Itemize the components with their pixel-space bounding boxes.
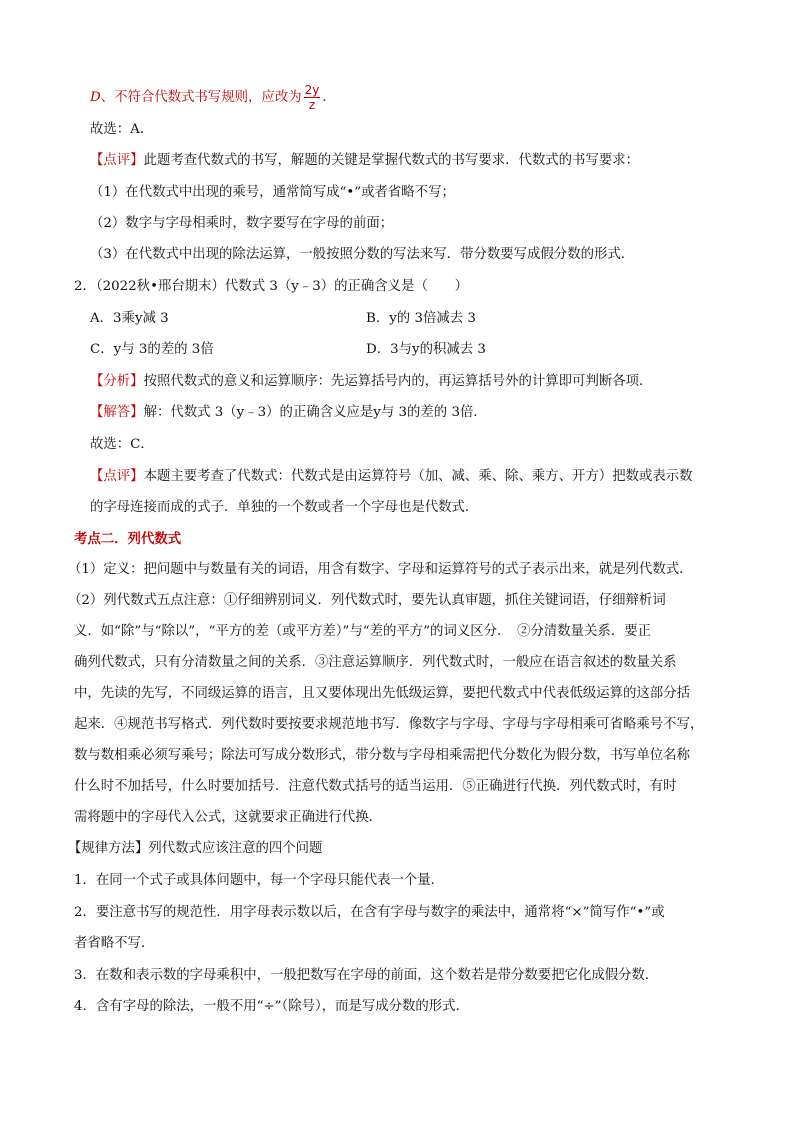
section-line-3: 义．如“除”与“除以”，“平方的差（或平方差）”与“差的平方”的词义区分． ②分清数量关系．要正 bbox=[74, 624, 651, 639]
comment-text: 此题考查代数式的书写，解题的关键是掌握代数式的书写要求．代数式的书写要求： bbox=[143, 153, 640, 168]
section-line-1: （1）定义：把问题中与数量有关的词语，用含有数字、字母和运算符号的式子表示出来，就是列代数式． bbox=[68, 562, 693, 577]
q2-stem: 2．（2022秋•邢台期末）代数式 3（y﹣3）的正确含义是（ ） bbox=[74, 279, 469, 294]
q1-answer: 故选：A． bbox=[90, 122, 154, 137]
analysis-text: 按照代数式的意义和运算顺序：先运算括号内的，再运算括号外的计算即可判断各项． bbox=[143, 374, 653, 389]
option-d-end: ． bbox=[322, 90, 336, 105]
section-line-6: 起来．④规范书写格式．列代数时要按要求规范地书写．像数字与字母、字母与字母相乘可省略乘号不写， bbox=[74, 717, 704, 732]
option-d-text: 、不符合代数式书写规则，应改为 bbox=[100, 90, 302, 105]
section-line-4: 确列代数式，只有分清数量之间的关系．③注意运算顺序．列代数式时，一般应在语言叙述的数量关系 bbox=[74, 655, 677, 670]
q2-option-c: C．y与 3的差的 3倍 bbox=[90, 342, 214, 357]
section-line-7: 数与数相乘必须写乘号；除法可写成分数形式，带分数与字母相乘需把代分数化为假分数，书写单位名称 bbox=[74, 748, 690, 763]
section-line-8: 什么时不加括号，什么时要加括号．注意代数式括号的适当运用．⑤正确进行代换．列代数式时，有时 bbox=[74, 779, 677, 794]
section-title: 考点二．列代数式 bbox=[74, 531, 182, 547]
fraction-2y-over-z bbox=[304, 84, 321, 111]
q1-comment bbox=[90, 153, 639, 169]
q2-answer: 故选：C． bbox=[90, 437, 154, 452]
analysis-tag: 【分析】 bbox=[90, 374, 144, 389]
rule-3: （3）在代数式中出现的除法运算，一般按照分数的写法来写．带分数要写成假分数的形式． bbox=[90, 247, 635, 262]
q2-analysis bbox=[90, 374, 652, 390]
method-line-5: 4．含有字母的除法，一般不用“÷”（除号），而是写成分数的形式． bbox=[74, 999, 469, 1014]
method-line-1: 1．在同一个式子或具体问题中，每一个字母只能代表一个量． bbox=[74, 873, 445, 888]
comment-text: 本题主要考查了代数式：代数式是由运算符号（加、减、乘、除、乘方、开方）把数或表示数 bbox=[143, 469, 693, 484]
q2-comment-line2: 的字母连接而成的式子．单独的一个数或者一个字母也是代数式． bbox=[90, 500, 479, 515]
solution-text: 解：代数式 3（y﹣3）的正确含义应是y与 3的差的 3倍． bbox=[143, 405, 487, 420]
rule-1: （1）在代数式中出现的乘号，通常简写成“•”或者省略不写； bbox=[90, 185, 455, 200]
option-d-explanation bbox=[90, 84, 336, 111]
section-line-5: 中，先读的先写，不同级运算的语言，且又要体现出先低级运算，要把代数式中代表低级运算的这部分括 bbox=[74, 686, 690, 701]
rule-2: （2）数字与字母相乘时，数字要写在字母的前面； bbox=[90, 216, 394, 231]
method-line-4: 3．在数和表示数的字母乘积中，一般把数写在字母的前面，这个数若是带分数要把它化成假分数． bbox=[74, 968, 659, 983]
q2-solution bbox=[90, 405, 487, 421]
fraction-denominator: z bbox=[308, 98, 316, 112]
solution-tag: 【解答】 bbox=[90, 405, 144, 420]
q2-option-d: D．3与y的积减去 3 bbox=[366, 342, 486, 357]
q2-option-a: A．3乘y减 3 bbox=[90, 311, 169, 326]
method-line-3: 者省略不写． bbox=[74, 936, 155, 951]
fraction-numerator: 2y bbox=[304, 83, 320, 97]
option-d-letter: D bbox=[90, 90, 101, 105]
comment-tag: 【点评】 bbox=[90, 153, 144, 168]
q2-option-b: B．y的 3倍减去 3 bbox=[366, 311, 476, 326]
method-title: 【规律方法】列代数式应该注意的四个问题 bbox=[68, 841, 323, 856]
comment-tag: 【点评】 bbox=[90, 469, 144, 484]
q2-comment bbox=[90, 469, 693, 485]
section-line-9: 需将题中的字母代入公式，这就要求正确进行代换． bbox=[74, 810, 382, 825]
section-line-2: （2）列代数式五点注意：①仔细辨别词义．列代数式时，要先认真审题，抓住关键词语，仔细辩析词 bbox=[68, 593, 666, 608]
method-line-2: 2．要注意书写的规范性．用字母表示数以后，在含有字母与数字的乘法中，通常将“×”简写作“•”或 bbox=[74, 905, 665, 920]
